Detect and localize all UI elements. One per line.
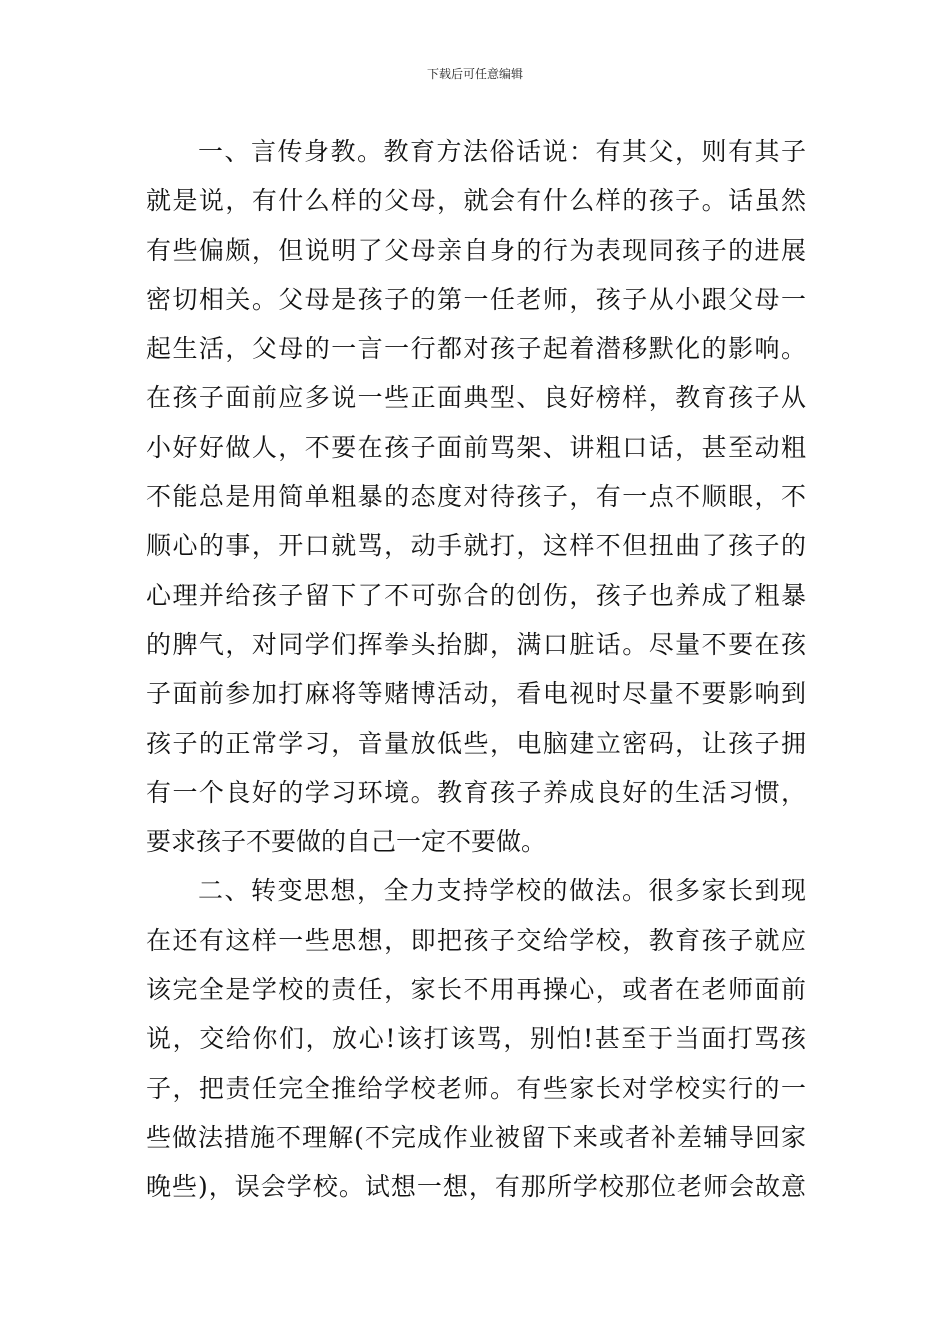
text-line: 孩子的正常学习，音量放低些，电脑建立密码，让孩子拥 bbox=[146, 728, 806, 758]
paragraph-2 bbox=[146, 866, 806, 1211]
text-line: 在还有这样一些思想，即把孩子交给学校，教育孩子就应 bbox=[146, 925, 806, 955]
document-body bbox=[146, 127, 806, 1212]
text-line: 二、转变思想，全力支持学校的做法。很多家长到现 bbox=[198, 876, 806, 906]
text-line: 子，把责任完全推给学校老师。有些家长对学校实行的一 bbox=[146, 1073, 806, 1103]
text-line: 不能总是用简单粗暴的态度对待孩子，有一点不顺眼，不 bbox=[146, 482, 806, 512]
text-line: 一、言传身教。教育方法俗话说：有其父，则有其子 bbox=[198, 137, 806, 166]
text-line: 晚些)，误会学校。试想一想，有那所学校那位老师会故意 bbox=[146, 1172, 806, 1202]
text-line: 心理并给孩子留下了不可弥合的创伤，孩子也养成了粗暴 bbox=[146, 580, 806, 610]
text-line: 在孩子面前应多说一些正面典型、良好榜样，教育孩子从 bbox=[146, 383, 806, 413]
text-line: 起生活，父母的一言一行都对孩子起着潜移默化的影响。 bbox=[146, 334, 806, 364]
text-line: 要求孩子不要做的自己一定不要做。 bbox=[146, 827, 547, 857]
text-line: 说，交给你们，放心!该打该骂，别怕!甚至于当面打骂孩 bbox=[146, 1024, 806, 1054]
paragraph-1 bbox=[146, 127, 806, 866]
text-line: 密切相关。父母是孩子的第一任老师，孩子从小跟父母一 bbox=[146, 284, 806, 314]
text-line: 子面前参加打麻将等赌博活动，看电视时尽量不要影响到 bbox=[146, 679, 806, 709]
page-header-note: 下载后可任意编辑 bbox=[426, 67, 523, 81]
text-line: 顺心的事，开口就骂，动手就打，这样不但扭曲了孩子的 bbox=[146, 531, 806, 561]
text-line: 就是说，有什么样的父母，就会有什么样的孩子。话虽然 bbox=[146, 186, 806, 216]
text-line: 该完全是学校的责任，家长不用再操心，或者在老师面前 bbox=[146, 975, 806, 1005]
text-line: 的脾气，对同学们挥拳头抬脚，满口脏话。尽量不要在孩 bbox=[146, 629, 806, 659]
text-line: 小好好做人，不要在孩子面前骂架、讲粗口话，甚至动粗 bbox=[146, 432, 806, 462]
text-line: 有一个良好的学习环境。教育孩子养成良好的生活习惯， bbox=[146, 777, 806, 807]
text-line: 些做法措施不理解(不完成作业被留下来或者补差辅导回家 bbox=[146, 1122, 806, 1152]
text-line: 有些偏颇，但说明了父母亲自身的行为表现同孩子的进展 bbox=[146, 235, 806, 265]
